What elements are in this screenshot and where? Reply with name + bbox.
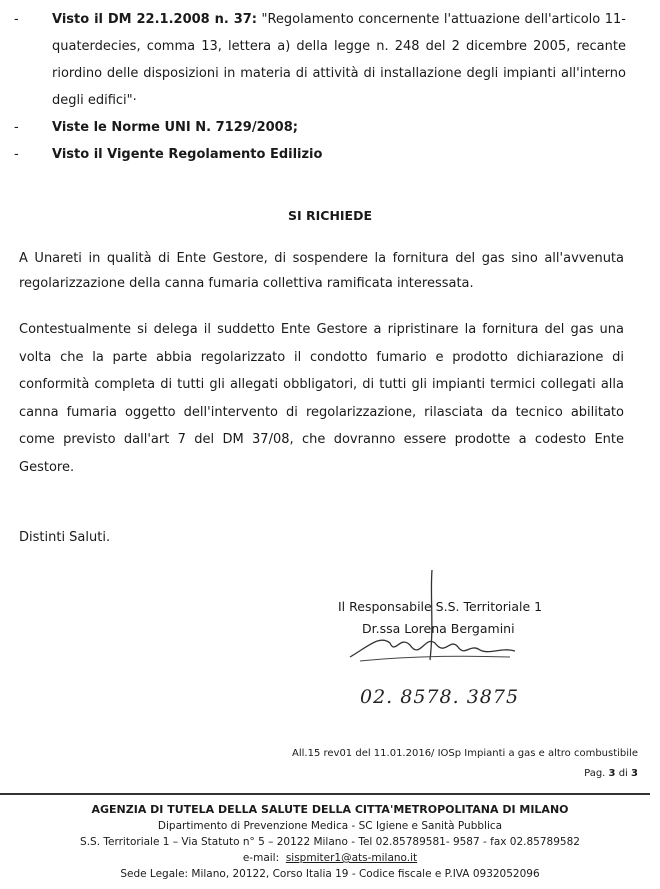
footer-address: S.S. Territoriale 1 – Via Statuto n° 5 – 20122 Milano - Tel 02.85789581- 9587 - fax 02.85789582 <box>80 836 580 848</box>
footer <box>0 802 660 882</box>
footer-org: AGENZIA DI TUTELA DELLA SALUTE DELLA CITTA'METROPOLITANA DI MILANO <box>91 803 569 816</box>
footer-legal: Sede Legale: Milano, 20122, Corso Italia 19 - Codice fiscale e P.IVA 0932052096 <box>120 868 540 880</box>
signer-name: Dr.ssa Lorena Bergamini <box>362 621 515 636</box>
list-item: - Visto il DM 22.1.2008 n. 37: "Regolamento concernente l'attuazione dell'articolo 11-quaterdecies, comma 13, lettera a) della legge n. 248 del 2 dicembre 2005, recante riordino delle disposizioni in materia di attività di installazione degli impianti all'interno degli edifici"· <box>14 12 626 108</box>
list-item-text: "Regolamento concernente l'attuazione dell'articolo 11-quaterdecies, comma 13, lettera a) della legge n. 248 del 2 dicembre 2005, recante riordino delle disposizioni in materia di attività di installazione degli impianti all'interno degli edifici"· <box>52 12 626 108</box>
closing: Distinti Saluti. <box>19 530 111 545</box>
list-item: - Visto il Vigente Regolamento Edilizio <box>14 147 323 162</box>
footer-email-line: e-mail: sispmiter1@ats-milano.it <box>242 852 418 864</box>
list-item-bold: Visto il DM 22.1.2008 n. 37: <box>52 12 257 27</box>
section-heading: SI RICHIEDE <box>287 208 373 223</box>
footer-dept: Dipartimento di Prevenzione Medica - SC Igiene e Sanità Pubblica <box>157 820 503 832</box>
list-item-bold: Viste le Norme UNI N. 7129/2008; <box>52 120 298 135</box>
page-number: Pag. 3 di 3 <box>584 768 638 779</box>
handwritten-signature <box>338 565 543 675</box>
list-item: - Viste le Norme UNI N. 7129/2008; <box>14 120 298 135</box>
request-paragraph: A Unareti in qualità di Ente Gestore, di sospendere la fornitura del gas sino all'avvenuta regolarizzazione della canna fumaria collettiva ramificata interessata. <box>19 251 624 291</box>
list-item-bold: Visto il Vigente Regolamento Edilizio <box>52 147 323 162</box>
footer-divider <box>0 793 650 795</box>
signer-role: Il Responsabile S.S. Territoriale 1 <box>338 599 543 614</box>
premises-list <box>14 6 626 168</box>
handwritten-phone: 02. 8578. 3875 <box>360 686 520 708</box>
delegation-paragraph: Contestualmente si delega il suddetto Ente Gestore a ripristinare la fornitura del gas una volta che la parte abbia regolarizzato il condotto fumario e prodotto dichiarazione di conformità completa di tutti gli allegati obbligatori, di tutti gli impianti termici collegati alla canna fumaria oggetto dell'intervento di regolarizzazione, rilasciata da tecnico abilitato come previsto dall'art 7 del DM 37/08, che dovranno essere prodotte a codesto Ente Gestore. <box>19 322 624 475</box>
document-reference: All.15 rev01 del 11.01.2016/ IOSp Impianti a gas e altro combustibile <box>292 748 638 759</box>
email-link[interactable]: sispmiter1@ats-milano.it <box>285 852 418 864</box>
